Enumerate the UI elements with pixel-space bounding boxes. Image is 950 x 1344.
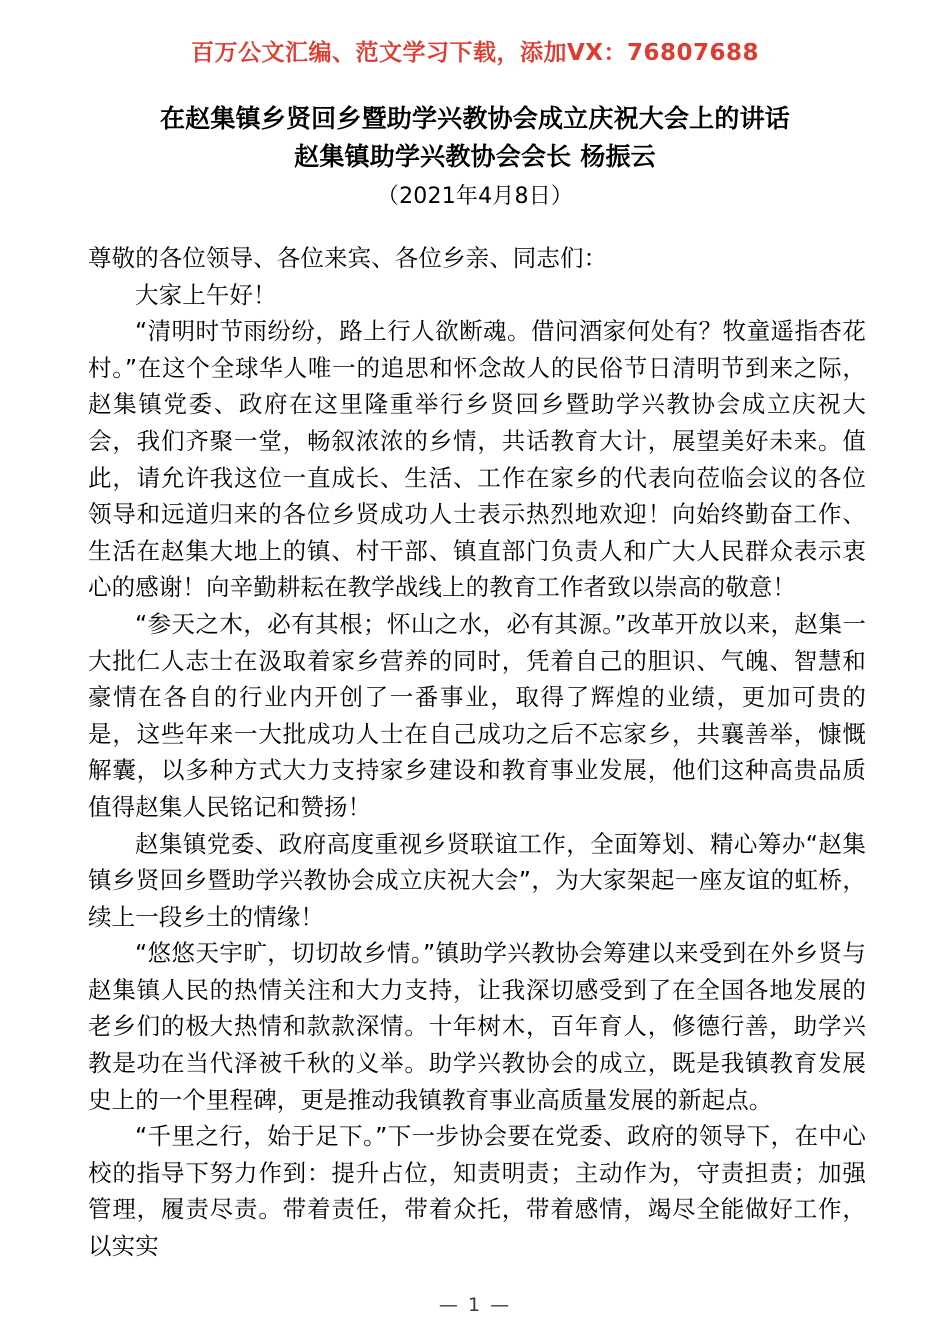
page-number: — 1 — xyxy=(438,1294,512,1316)
document-subtitle: 赵集镇助学兴教协会会长 杨振云 xyxy=(294,142,656,171)
salutation-line: 尊敬的各位领导、各位来宾、各位乡亲、同志们： xyxy=(88,244,608,272)
promo-banner-text: 百万公文汇编、范文学习下载，添加VX：76807688 xyxy=(190,40,760,66)
body-paragraph-1: “清明时节雨纷纷，路上行人欲断魂。借问酒家何处有？牧童遥指杏花村。”在这个全球华人唯一的追思和怀念故人的民俗节日清明节到来之际，赵集镇党委、政府在这里隆重举行乡贤回乡暨助学兴教协会成立庆祝大会，我们齐聚一堂，畅叙浓浓的乡情，共话教育大计，展望美好未来。值此，请允许我这位一直成长、生活、工作在家乡的代表向莅临会议的各位领导和远道归来的各位乡贤成功人士表示热烈地欢迎！向始终勤奋工作、生活在赵集大地上的镇、村干部、镇直部门负责人和广大人民群众表示衷心的感谢！向辛勤耕耘在教学战线上的教育工作者致以崇高的敬意！ xyxy=(88,317,866,602)
body-paragraph-4: “悠悠天宇旷，切切故乡情。”镇助学兴教协会筹建以来受到在外乡贤与赵集镇人民的热情关注和大力支持，让我深切感受到了在全国各地发展的老乡们的极大热情和款款深情。十年树木，百年育人，修德行善，助学兴教是功在当代泽被千秋的义举。助学兴教协会的成立，既是我镇教育发展史上的一个里程碑，更是推动我镇教育事业高质量发展的新起点。 xyxy=(88,939,866,1114)
document-body xyxy=(88,240,866,1265)
body-paragraph-2: “参天之木，必有其根；怀山之水，必有其源。”改革开放以来，赵集一大批仁人志士在汲取着家乡营养的同时，凭着自己的胆识、气魄、智慧和豪情在各自的行业内开创了一番事业，取得了辉煌的业绩，更加可贵的是，这些年来一大批成功人士在自己成功之后不忘家乡，共襄善举，慷慨解囊，以多种方式大力支持家乡建设和教育事业发展，他们这种高贵品质值得赵集人民铭记和赞扬！ xyxy=(88,609,866,821)
body-paragraph-5: “千里之行，始于足下。”下一步协会要在党委、政府的领导下，在中心校的指导下努力作到：提升占位，知责明责；主动作为，守责担责；加强管理，履责尽责。带着责任，带着众托，带着感情，竭尽全能做好工作，以实实 xyxy=(88,1122,866,1261)
page-title: 在赵集镇乡贤回乡暨助学兴教协会成立庆祝大会上的讲话 xyxy=(159,104,790,133)
greeting-line: 大家上午好！ xyxy=(135,280,277,309)
title-block xyxy=(0,100,950,216)
document-date: （2021年4月8日） xyxy=(376,184,574,209)
body-paragraph-3: 赵集镇党委、政府高度重视乡贤联谊工作，全面筹划、精心筹办“赵集镇乡贤回乡暨助学兴教协会成立庆祝大会”，为大家架起一座友谊的虹桥，续上一段乡土的情缘！ xyxy=(88,829,866,931)
